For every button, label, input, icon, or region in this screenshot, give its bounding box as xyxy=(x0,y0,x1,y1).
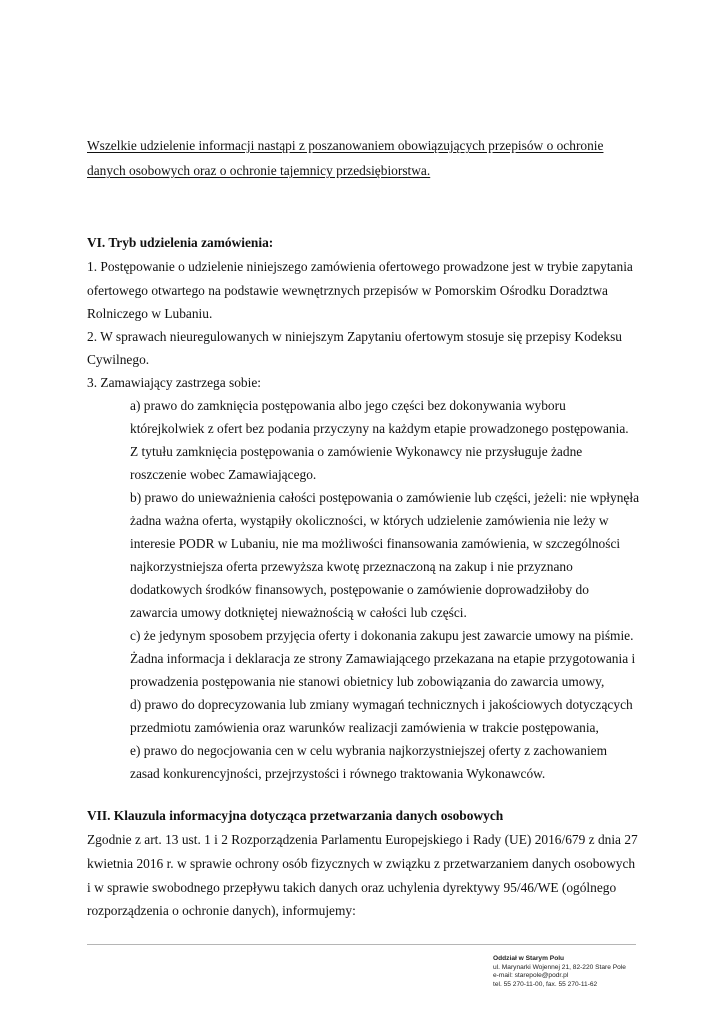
section-6-paragraph-2-line: Cywilnego. xyxy=(87,352,150,367)
section-6-paragraph-2-line: 2. W sprawach nieuregulowanych w niniejszym Zapytaniu ofertowym stosuje się przepisy Kodeksu xyxy=(87,329,623,344)
reservation-item-line: najkorzystniejsza oferta przewyższa kwotę przeznaczoną na zakup i nie przyznano xyxy=(130,559,573,574)
footer-contact xyxy=(493,955,626,989)
footer-address: ul. Marynarki Wojennej 21, 82-220 Stare Pole xyxy=(493,963,626,971)
reservation-item-line: którejkolwiek z ofert bez podania przyczyny na każdym etapie prowadzonego postępowania. xyxy=(130,421,629,436)
reservation-item-line: interesie PODR w Lubaniu, nie ma możliwości finansowania zamówienia, w szczególności xyxy=(130,536,621,551)
reservation-item-line: a) prawo do zamknięcia postępowania albo jego części bez dokonywania wyboru xyxy=(130,398,566,413)
notice-line-2: danych osobowych oraz o ochronie tajemnicy przedsiębiorstwa. xyxy=(87,163,431,178)
reservation-item-line: b) prawo do unieważnienia całości postępowania o zamówienie lub części, jeżeli: nie wpłynęła xyxy=(130,490,640,505)
footer-branch-name: Oddział w Starym Polu xyxy=(493,955,565,962)
reservation-item-line: Żadna informacja i deklaracja ze strony Zamawiającego przekazana na etapie przygotowania i xyxy=(130,651,636,666)
reservation-item-line: prowadzenia postępowania nie stanowi obietnicy lub zobowiązania do zawarcia umowy, xyxy=(130,674,605,689)
section-6-paragraph-3: 3. Zamawiający zastrzega sobie: xyxy=(87,375,261,390)
section-6-paragraph-1-line: 1. Postępowanie o udzielenie niniejszego zamówienia ofertowego prowadzone jest w trybie zapytania xyxy=(87,259,633,274)
reservation-item-line: roszczenie wobec Zamawiającego. xyxy=(130,467,317,482)
section-7-line: i w sprawie swobodnego przepływu takich danych oraz uchylenia dyrektywy 95/46/WE (ogólnego xyxy=(87,880,617,895)
footer-email: e-mail: starepole@podr.pl xyxy=(493,972,569,980)
section-7-line: kwietnia 2016 r. w sprawie ochrony osób fizycznych w związku z przetwarzaniem danych osobowych xyxy=(87,856,636,871)
reservation-item-line: żadna ważna oferta, wystąpiły okoliczności, w których udzielenie zamówienia nie leży w xyxy=(130,513,609,528)
reservation-item-line: przedmiotu zamówienia oraz warunków realizacji zamówienia w trakcie postępowania, xyxy=(130,720,599,735)
notice-line-1: Wszelkie udzielenie informacji nastąpi z poszanowaniem obowiązujących przepisów o ochronie xyxy=(87,138,604,153)
section-6-paragraph-1-line: ofertowego otwartego na podstawie wewnętrznych przepisów w Pomorskim Ośrodku Doradztwa xyxy=(87,283,608,298)
section-7-line: rozporządzenia o ochronie danych), informujemy: xyxy=(87,903,356,918)
footer-divider xyxy=(87,944,636,945)
section-7-heading: VII. Klauzula informacyjna dotycząca przetwarzania danych osobowych xyxy=(87,808,504,823)
reservation-item-line: Z tytułu zamknięcia postępowania o zamówienie Wykonawcy nie przysługuje żadne xyxy=(130,444,583,459)
reservation-item-line: d) prawo do doprecyzowania lub zmiany wymagań technicznych i jakościowych dotyczących xyxy=(130,697,633,712)
reservation-item-line: zawarcia umowy dotkniętej nieważnością w całości lub części. xyxy=(130,605,467,620)
reservation-item-line: dodatkowych środków finansowych, postępowanie o zamówienie doprowadziłoby do xyxy=(130,582,589,597)
reservation-item-line: zasad konkurencyjności, przejrzystości i równego traktowania Wykonawców. xyxy=(130,766,546,781)
section-6-paragraph-1-line: Rolniczego w Lubaniu. xyxy=(87,306,213,321)
section-6-heading: VI. Tryb udzielenia zamówienia: xyxy=(87,235,274,250)
reservation-item-line: e) prawo do negocjowania cen w celu wybrania najkorzystniejszej oferty z zachowaniem xyxy=(130,743,608,758)
reservation-item-line: c) że jedynym sposobem przyjęcia oferty i dokonania zakupu jest zawarcie umowy na piśmie. xyxy=(130,628,634,643)
footer-phone: tel. 55 270-11-00, fax. 55 270-11-62 xyxy=(493,980,598,988)
section-7-line: Zgodnie z art. 13 ust. 1 i 2 Rozporządzenia Parlamentu Europejskiego i Rady (UE) 2016/679 z dnia 27 xyxy=(87,832,638,847)
